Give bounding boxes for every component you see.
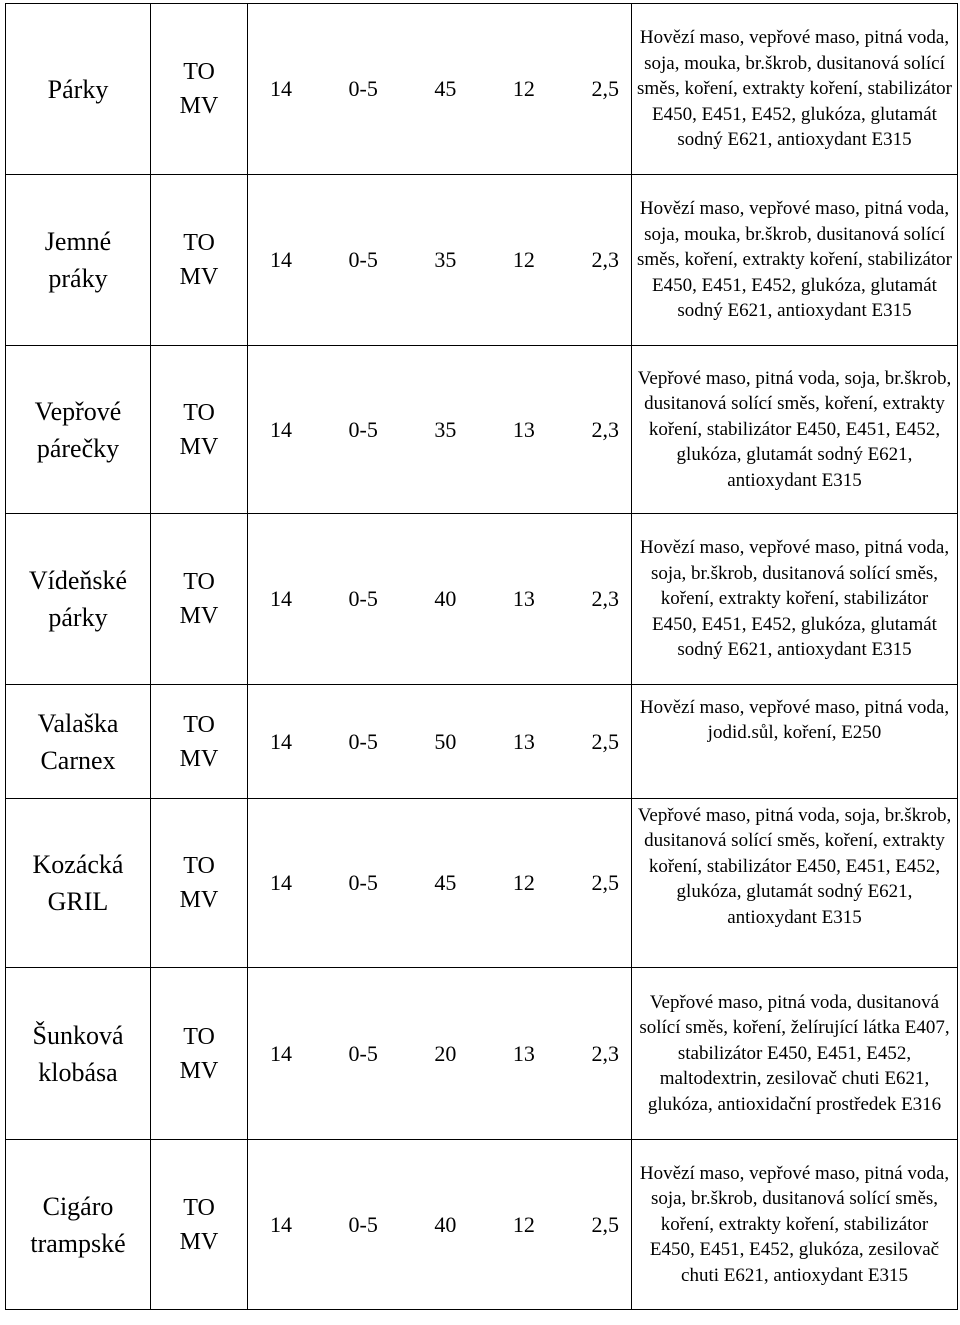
product-name-cell (6, 799, 151, 968)
product-name-cell (6, 968, 151, 1140)
value-b: 0-5 (348, 1040, 378, 1066)
storage-code-mv: MV (179, 1228, 219, 1255)
value-e: 2,5 (591, 76, 619, 101)
values-cell (248, 968, 632, 1140)
table-row (6, 685, 958, 799)
ingredients-cell: Vepřové maso, pitná voda, soja, br.škrob, dusitanová solící směs, koření, extrakty koření, stabilizátor E450, E451, E452, glukóza, glutamát sodný E621, antioxydant E315 (632, 799, 958, 968)
product-table-body (6, 4, 958, 1310)
product-name-line: Párky (47, 74, 109, 104)
value-b: 0-5 (348, 76, 378, 101)
value-c: 20 (434, 1040, 457, 1066)
ingredients-cell: Vepřové maso, pitná voda, soja, br.škrob, dusitanová solící směs, koření, extrakty koření, stabilizátor E450, E451, E452, glukóza, glutamát sodný E621, antioxydant E315 (632, 346, 958, 514)
values-cell (248, 514, 632, 685)
table-row (6, 968, 958, 1140)
value-c: 45 (434, 870, 457, 895)
values-row (248, 417, 619, 443)
storage-code-cell (151, 175, 248, 346)
value-e: 2,3 (591, 416, 619, 442)
value-b: 0-5 (348, 247, 378, 272)
product-name-cell (6, 1140, 151, 1310)
value-b: 0-5 (348, 1211, 378, 1237)
value-a: 14 (270, 416, 292, 442)
product-name-cell (6, 685, 151, 799)
product-name-line: párečky (36, 433, 120, 463)
values-row (248, 1041, 619, 1067)
value-b: 0-5 (348, 870, 378, 895)
values-cell (248, 175, 632, 346)
storage-code-mv: MV (179, 745, 219, 772)
ingredients-cell: Vepřové maso, pitná voda, dusitanová solící směs, koření, želírující látka E407, stabilizátor E450, E451, E452, maltodextrin, zesilovač chuti E621, glukóza, antioxidační prostředek E316 (632, 968, 958, 1140)
value-b: 0-5 (348, 416, 378, 442)
product-name-line: Cigáro (42, 1191, 114, 1221)
storage-code-to: TO (183, 853, 215, 879)
product-name-line: trampské (30, 1228, 126, 1258)
table-row (6, 4, 958, 175)
storage-code-cell (151, 346, 248, 514)
ingredients-cell: Hovězí maso, vepřové maso, pitná voda, soja, br.škrob, dusitanová solící směs, koření, extrakty koření, stabilizátor E450, E451, E452, glukóza, glutamát sodný E621, antioxydant E315 (632, 514, 958, 685)
value-d: 13 (512, 728, 535, 754)
value-d: 12 (512, 76, 535, 101)
storage-code-cell (151, 968, 248, 1140)
value-b: 0-5 (348, 728, 378, 754)
storage-code-to: TO (183, 1023, 215, 1050)
value-d: 13 (512, 586, 535, 611)
storage-code-to: TO (183, 569, 215, 595)
storage-code-mv: MV (179, 264, 219, 290)
value-a: 14 (270, 1040, 292, 1066)
product-name-line: Valaška (37, 708, 119, 738)
ingredients-cell: Hovězí maso, vepřové maso, pitná voda, soja, mouka, br.škrob, dusitanová solící směs, koření, extrakty koření, stabilizátor E450, E451, E452, glukóza, glutamát sodný E621, antioxydant E315 (632, 4, 958, 175)
value-a: 14 (270, 247, 292, 272)
product-name-cell (6, 514, 151, 685)
value-e: 2,5 (591, 870, 619, 895)
value-e: 2,5 (591, 1211, 619, 1237)
product-name-line: GRIL (47, 887, 109, 916)
storage-code-cell (151, 685, 248, 799)
values-cell (248, 685, 632, 799)
values-row (248, 870, 619, 896)
table-row (6, 799, 958, 968)
product-name-line: párky (48, 603, 108, 632)
value-c: 40 (434, 1211, 457, 1237)
value-e: 2,3 (591, 586, 619, 611)
storage-code-to: TO (183, 1194, 215, 1221)
storage-code-cell (151, 514, 248, 685)
storage-code-to: TO (183, 399, 215, 426)
values-row (248, 247, 619, 273)
table-row (6, 346, 958, 514)
value-c: 35 (434, 247, 457, 272)
storage-code-mv: MV (179, 93, 219, 119)
storage-code-mv: MV (179, 1057, 219, 1084)
values-cell (248, 4, 632, 175)
value-e: 2,3 (591, 247, 619, 272)
values-row (248, 76, 619, 102)
value-d: 13 (512, 416, 535, 442)
value-d: 12 (512, 870, 535, 895)
ingredients-cell: Hovězí maso, vepřové maso, pitná voda, soja, br.škrob, dusitanová solící směs, koření, extrakty koření, stabilizátor E450, E451, E452, glukóza, zesilovač chuti E621, antioxydant E315 (632, 1140, 958, 1310)
value-e: 2,5 (591, 728, 619, 754)
product-name-line: práky (48, 264, 108, 293)
ingredients-cell: Hovězí maso, vepřové maso, pitná voda, jodid.sůl, koření, E250 (632, 685, 958, 799)
storage-code-mv: MV (179, 887, 219, 913)
values-row (248, 1212, 619, 1238)
value-c: 45 (434, 76, 457, 101)
storage-code-to: TO (183, 711, 215, 738)
value-a: 14 (270, 586, 292, 611)
values-row (248, 586, 619, 612)
ingredients-cell: Hovězí maso, vepřové maso, pitná voda, soja, mouka, br.škrob, dusitanová solící směs, koření, extrakty koření, stabilizátor E450, E451, E452, glukóza, glutamát sodný E621, antioxydant E315 (632, 175, 958, 346)
product-name-line: Kozácká (32, 850, 124, 879)
values-cell (248, 799, 632, 968)
product-name-line: klobása (38, 1057, 118, 1087)
product-name-cell (6, 4, 151, 175)
value-d: 13 (512, 1040, 535, 1066)
values-cell (248, 346, 632, 514)
product-name-line: Vídeňské (28, 566, 128, 595)
values-cell (248, 1140, 632, 1310)
product-name-cell (6, 175, 151, 346)
table-row (6, 514, 958, 685)
value-d: 12 (512, 1211, 535, 1237)
table-row (6, 1140, 958, 1310)
product-name-line: Vepřové (34, 396, 122, 426)
storage-code-to: TO (183, 59, 215, 85)
value-c: 35 (434, 416, 457, 442)
product-name-line: Šunková (32, 1020, 124, 1050)
product-table (5, 3, 958, 1310)
value-d: 12 (512, 247, 535, 272)
table-row (6, 175, 958, 346)
value-a: 14 (270, 76, 292, 101)
value-c: 40 (434, 586, 457, 611)
storage-code-cell (151, 4, 248, 175)
value-b: 0-5 (348, 586, 378, 611)
storage-code-mv: MV (179, 433, 219, 460)
value-a: 14 (270, 1211, 292, 1237)
storage-code-to: TO (183, 230, 215, 256)
product-name-line: Jemné (44, 227, 112, 256)
value-a: 14 (270, 728, 292, 754)
product-name-line: Carnex (40, 745, 116, 775)
storage-code-mv: MV (179, 603, 219, 629)
storage-code-cell (151, 799, 248, 968)
storage-code-cell (151, 1140, 248, 1310)
value-a: 14 (270, 870, 292, 895)
value-e: 2,3 (591, 1040, 619, 1066)
product-name-cell (6, 346, 151, 514)
value-c: 50 (434, 728, 457, 754)
values-row (248, 729, 619, 755)
